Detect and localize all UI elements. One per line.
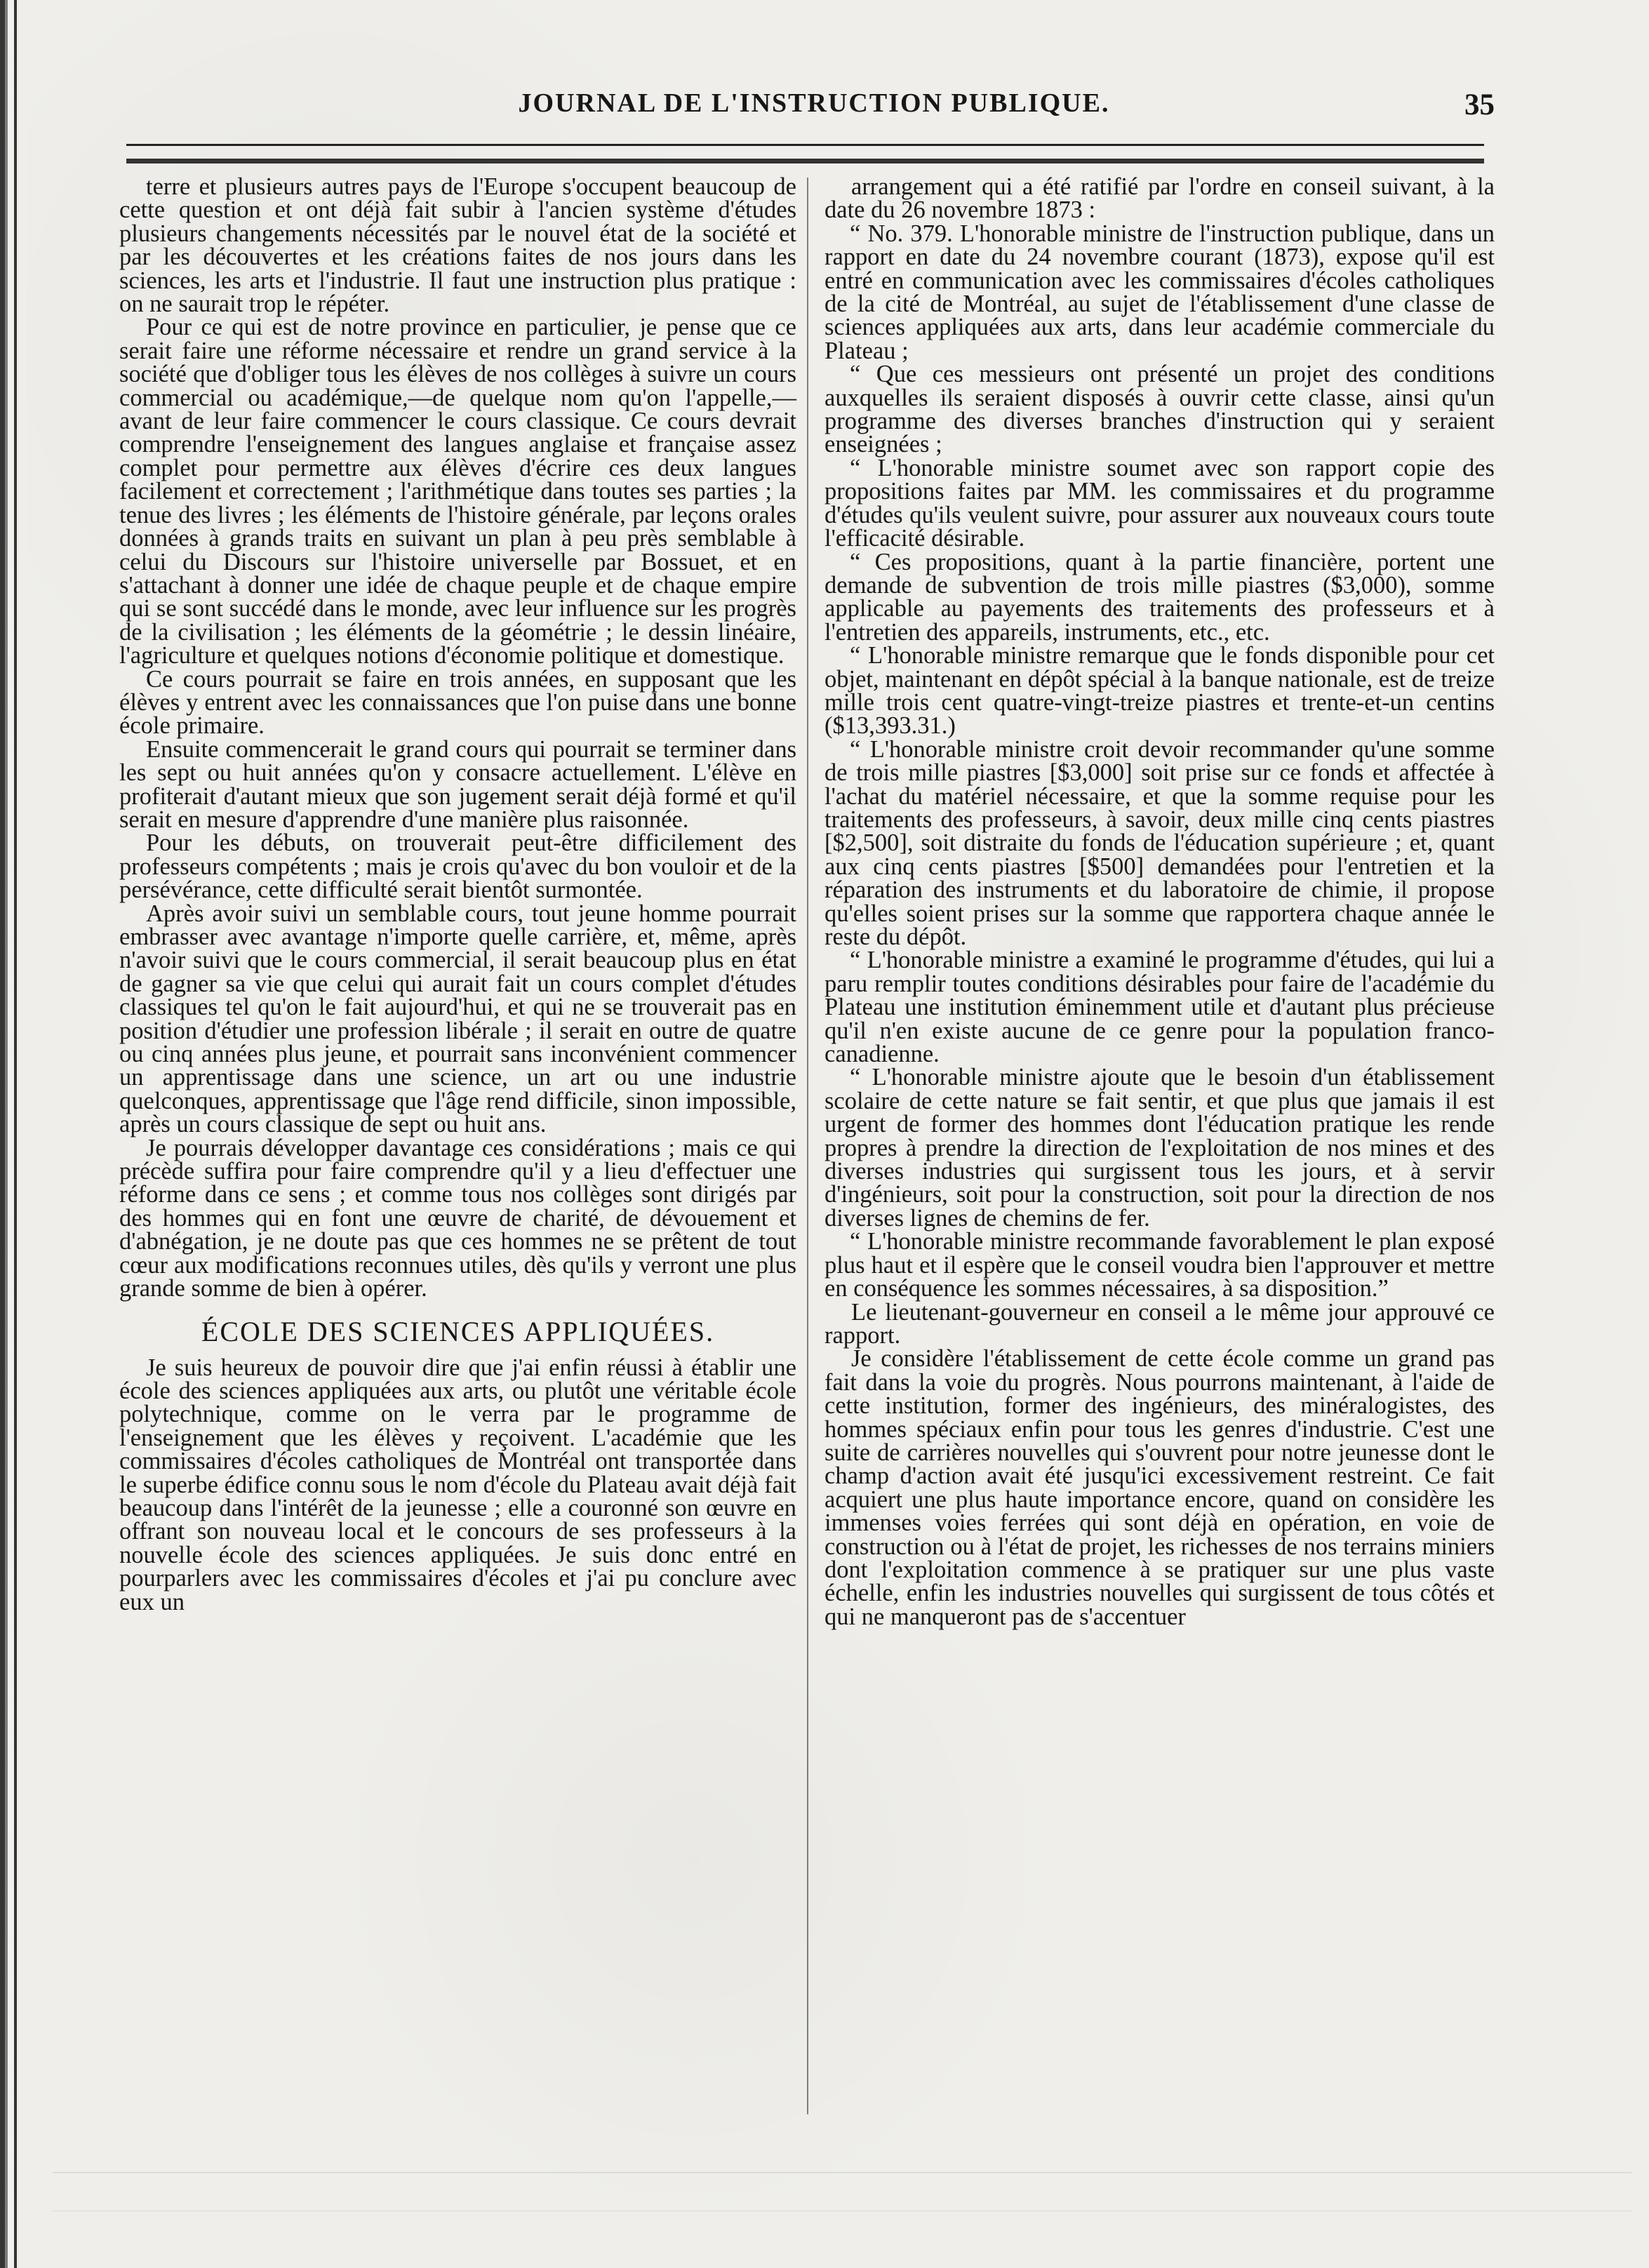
running-head: JOURNAL DE L'INSTRUCTION PUBLIQUE. — [518, 88, 1110, 118]
closing-paragraph: Je considère l'établissement de cette école comme un grand pas fait dans la voie du progrès. Nous pourrons maintenant, à l'aide de cette institution, former des ingénieurs, des minéralogistes, des hommes spéciaux enfin pour tous les genres d'industrie. C'est une suite de carrières nouvelles qui s'ouvrent pour notre jeunesse dont le champ d'action avait été jusqu'ici excessivement restreint. Ce fait acquiert une plus haute importance encore, quand on considère les immenses voies ferrées qui sont déjà en opération, en voie de construction ou à l'état de projet, les richesses de nos terrains miniers dont l'exploitation commence à se pratiquer sur une plus vaste échelle, enfin les industries nouvelles qui surgissent de tous côtés et qui ne manqueront pas de s'accentuer — [824, 1345, 1495, 1630]
quoted-order-paragraph-8: “ L'honorable ministre ajoute que le besoin d'un établissement scolaire de cette nature se fait sentir, et que plus que jamais il est urgent de former des hommes dont l'éducation pratique les rende propres à prendre la direction de l'exploitation de nos mines et des diverses industries qui surgissent tous les jours, et à servir d'ingénieurs, soit pour la construction, soit pour la direction de nos diverses lignes de chemins de fer. — [824, 1064, 1495, 1232]
page-header — [109, 88, 1495, 130]
quoted-order-paragraph-2: “ Que ces messieurs ont présenté un projet des conditions auxquelles ils seraient disposés à ouvrir cette classe, ainsi qu'un programme des diverses branches d'instruction qui y seraient enseignées ; — [824, 361, 1495, 458]
quoted-order-paragraph-6: “ L'honorable ministre croit devoir recommander qu'une somme de trois mille piastres [$3,000] soit prise sur ce fonds et affectée à l'achat du matériel nécessaire, et que la somme requise pour les traitements des professeurs, à savoir, deux mille cinq cents piastres [$2,500], soit distraite du fonds de l'éducation supérieure ; et, quant aux cinq cents piastres [$500] demandées pour l'entretien et la réparation des instruments et du laboratoire de chimie, il propose qu'elles soient prises sur la somme que rapportera chaque année le reste du dépôt. — [824, 735, 1495, 950]
page-number: 35 — [1464, 88, 1495, 121]
scan-mark — [53, 2172, 1631, 2173]
quoted-order-paragraph-7: “ L'honorable ministre a examiné le programme d'études, qui lui a paru remplir toutes conditions désirables pour faire de l'académie du Plateau une institution éminemment utile et d'autant plus précieuse qu'il n'en existe aucune de ce genre pour la population franco-canadienne. — [824, 947, 1495, 1068]
left-paragraph-4: Ensuite commencerait le grand cours qui pourrait se terminer dans les sept ou huit années qu'on y consacre actuellement. L'élève en profiterait d'autant mieux que son jugement serait déjà formé et qu'il serait en mesure d'apprendre d'une manière plus raisonnée. — [119, 735, 796, 833]
column-divider — [807, 178, 808, 2114]
quoted-order-paragraph-5: “ L'honorable ministre remarque que le fonds disponible pour cet objet, maintenant en dépôt spécial à la banque nationale, est de treize mille trois cent quatre-vingt-treize piastres et trente-et-un centins ($13,393.31.) — [824, 642, 1495, 740]
section-heading: ÉCOLE DES SCIENCES APPLIQUÉES. — [201, 1315, 715, 1347]
left-paragraph-6: Après avoir suivi un semblable cours, tout jeune homme pourrait embrasser avec avantage n'importe quelle carrière, et, même, après n'avoir suivi que le cours commercial, il serait beaucoup plus en état de gagner sa vie que celui qui aurait fait un cours complet d'études classiques tel qu'on le fait aujourd'hui, et qui ne se trouverait pas en position d'étudier une profession libérale ; il serait en outre de quatre ou cinq années plus jeune, et pourrait sans inconvénient commencer un apprentissage dans une science, un art ou une industrie quelconques, apprentissage que l'âge rend difficile, sinon impossible, après un cours classique de sept ou huit ans. — [119, 900, 796, 1138]
left-paragraph-2: Pour ce qui est de notre province en particulier, je pense que ce serait faire une réforme nécessaire et rendre un grand service à la société que d'obliger tous les élèves de nos collèges à suivre un cours commercial ou académique,—de quelque nom qu'on l'appelle,—avant de leur faire commencer le cours classique. Ce cours devrait comprendre l'enseignement des langues anglaise et française assez complet pour permettre aux élèves d'écrire ces deux langues facilement et correctement ; l'arithmétique dans toutes ses parties ; la tenue des livres ; les éléments de l'histoire générale, par leçons orales données à grands traits en suivant un plan à peu près semblable à celui du Discours sur l'histoire universelle par Bossuet, et en s'attachant à donner une idée de chaque peuple et de chaque empire qui se sont succédé dans le monde, avec leur influence sur les progrès de la civilisation ; les éléments de la géométrie ; le dessin linéaire, l'agriculture et quelques notions d'économie politique et domestique. — [119, 314, 796, 669]
header-rule — [126, 144, 1484, 164]
scan-mark — [53, 2210, 1631, 2212]
left-paragraph-3: Ce cours pourrait se faire en trois années, en supposant que les élèves y entrent avec les connaissances que l'on puise dans une bonne école primaire. — [119, 665, 796, 740]
left-paragraph-1: terre et plusieurs autres pays de l'Europe s'occupent beaucoup de cette question et ont déjà fait subir à l'ancien système d'études plusieurs changements nécessités par le nouvel état de la société et par les découvertes et les créations faites de nos jours dans les sciences, les arts et l'industrie. Il faut une instruction plus pratique : on ne saurait trop le répéter. — [119, 173, 796, 318]
binding-edge — [0, 0, 27, 2268]
quoted-order-paragraph-4: “ Ces propositions, quant à la partie financière, portent une demande de subvention de trois mille piastres ($3,000), somme applicable au payements des traitements des professeurs et à l'entretien des appareils, instruments, etc., etc. — [824, 548, 1495, 646]
left-text-column — [119, 175, 796, 1614]
left-paragraph-5: Pour les débuts, on trouverait peut-être difficilement des professeurs compétents ; mais je crois qu'avec du bon vouloir et de la persévérance, cette difficulté serait bientôt surmontée. — [119, 829, 796, 904]
quoted-order-paragraph-9: “ L'honorable ministre recommande favorablement le plan exposé plus haut et il espère que le conseil voudra bien l'approuver et mettre en conséquence les sommes nécessaires, à sa disposition.” — [824, 1228, 1495, 1302]
approval-paragraph: Le lieutenant-gouverneur en conseil a le même jour approuvé ce rapport. — [824, 1298, 1495, 1349]
quoted-order-paragraph-1: “ No. 379. L'honorable ministre de l'instruction publique, dans un rapport en date du 24 novembre courant (1873), expose qu'il est entré en communication avec les commissaires d'écoles catholiques de la cité de Montréal, au sujet de l'établissement d'une classe de sciences appliquées aux arts, dans leur académie commerciale du Plateau ; — [824, 220, 1495, 364]
right-text-column — [824, 175, 1495, 1629]
right-paragraph-1: arrangement qui a été ratifié par l'ordre en conseil suivant, à la date du 26 novembre 1873 : — [824, 173, 1495, 224]
left-paragraph-7: Je pourrais développer davantage ces considérations ; mais ce qui précède suffira pour faire comprendre qu'il y a lieu d'effectuer une réforme dans ce sens ; et comme tous nos collèges sont dirigés par des hommes qui en font une œuvre de charité, de dévouement et d'abnégation, je ne doute pas que ces hommes ne se prêtent de tout cœur aux modifications reconnues utiles, dès qu'ils y verront une plus grande somme de bien à opérer. — [119, 1134, 796, 1302]
quoted-order-paragraph-3: “ L'honorable ministre soumet avec son rapport copie des propositions faites par MM. les commissaires et du programme d'études qu'ils veulent suivre, pour assurer aux nouveaux cours toute l'efficacité désirable. — [824, 454, 1495, 552]
section-paragraph: Je suis heureux de pouvoir dire que j'ai enfin réussi à établir une école des sciences appliquées aux arts, ou plutôt une véritable école polytechnique, comme on le verra par le programme de l'enseignement que les élèves y reçoivent. L'académie que les commissaires d'écoles catholiques de Montréal ont transportée dans le superbe édifice connu sous le nom d'école du Plateau avait déjà fait beaucoup dans l'intérêt de la jeunesse ; elle a couronné son œuvre en offrant son nouveau local et le concours de ses professeurs à la nouvelle école des sciences appliquées. Je suis donc entré en pourparlers avec les commissaires d'écoles et j'ai pu conclure avec eux un — [119, 1354, 796, 1615]
